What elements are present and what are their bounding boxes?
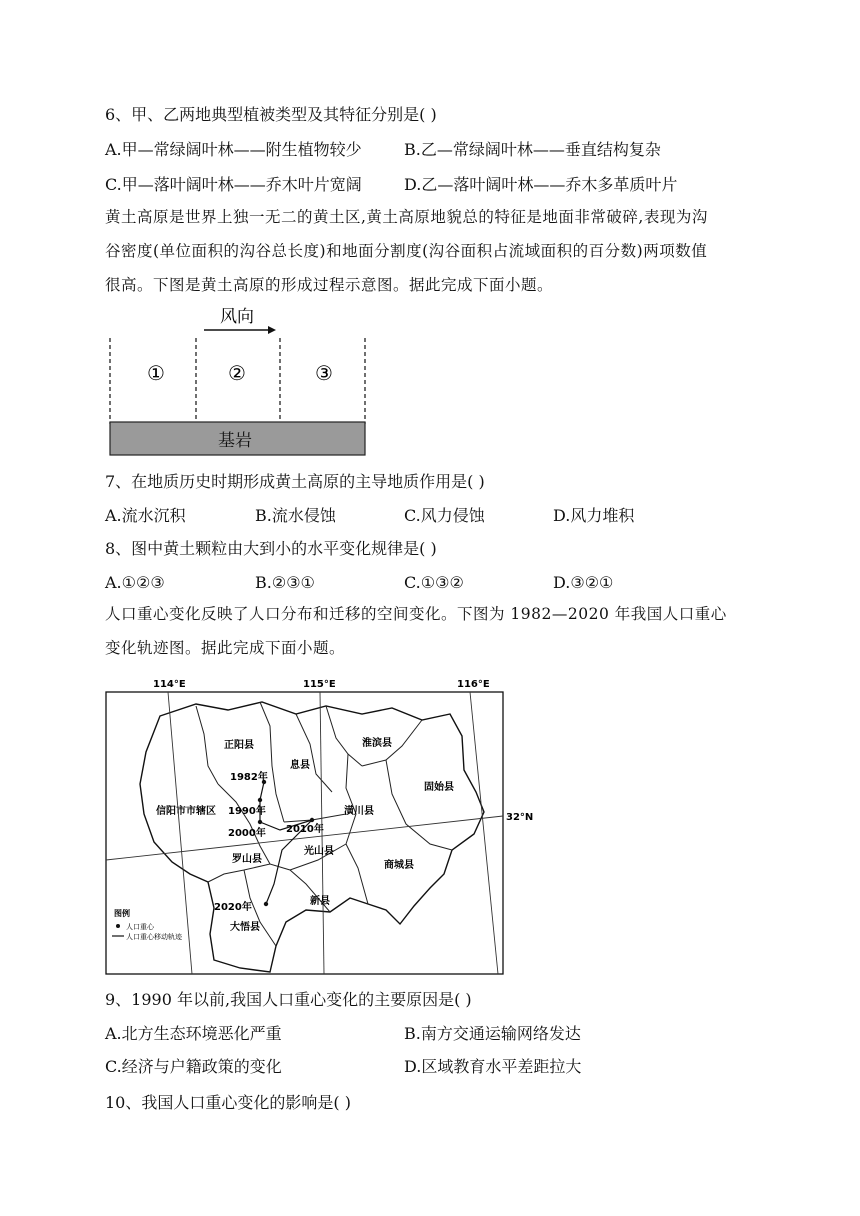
year-2020-label: 2020年 <box>214 902 252 913</box>
q8-option-b: B.②③① <box>255 573 315 592</box>
loess-intro-line-3: 很高。下图是黄土高原的形成过程示意图。据此完成下面小题。 <box>105 276 554 294</box>
county-gushi-label: 固始县 <box>424 782 454 793</box>
wind-arrow-head <box>268 326 276 334</box>
q10-stem: 10、我国人口重心变化的影响是( ) <box>105 1093 351 1112</box>
longitude-116-label: 116°E <box>457 679 490 690</box>
q7-option-c: C.风力侵蚀 <box>404 506 485 525</box>
population-center-map <box>100 674 540 980</box>
loess-formation-figure <box>100 300 380 460</box>
population-intro-line-1: 人口重心变化反映了人口分布和迁移的空间变化。下图为 1982—2020 年我国人口重心 <box>105 605 727 623</box>
q7-option-b: B.流水侵蚀 <box>255 506 336 525</box>
county-huaibin-label: 淮滨县 <box>362 738 392 749</box>
county-xixian-label: 息县 <box>290 760 310 771</box>
wind-direction-label: 风向 <box>220 307 254 327</box>
q9-option-d: D.区域教育水平差距拉大 <box>404 1057 582 1076</box>
county-xinxian-label: 新县 <box>310 896 330 907</box>
q8-stem: 8、图中黄土颗粒由大到小的水平变化规律是( ) <box>105 539 437 558</box>
year-2000-label: 2000年 <box>228 828 266 839</box>
q9-stem: 9、1990 年以前,我国人口重心变化的主要原因是( ) <box>105 990 472 1009</box>
loess-intro-line-1: 黄土高原是世界上独一无二的黄土区,黄土高原地貌总的特征是地面非常破碎,表现为沟 <box>105 208 708 226</box>
population-intro-line-2: 变化轨迹图。据此完成下面小题。 <box>105 639 346 657</box>
latitude-32-label: 32°N <box>506 812 534 823</box>
county-dawu-label: 大悟县 <box>230 922 260 933</box>
zone-3-label: ③ <box>315 361 333 385</box>
q7-option-a: A.流水沉积 <box>105 506 186 525</box>
q6-option-c: C.甲—落叶阔叶林——乔木叶片宽阔 <box>105 175 362 194</box>
legend-point-symbol <box>116 924 120 928</box>
q6-option-b: B.乙—常绿阔叶林——垂直结构复杂 <box>404 140 661 159</box>
legend-point-label: 人口重心 <box>126 923 154 931</box>
legend-track-label: 人口重心移动轨迹 <box>126 933 182 941</box>
q8-option-d: D.③②① <box>553 573 614 592</box>
year-1990-label: 1990年 <box>228 806 266 817</box>
q8-option-c: C.①③② <box>404 573 464 592</box>
q8-option-a: A.①②③ <box>105 573 165 592</box>
county-zhengyang-label: 正阳县 <box>224 740 254 751</box>
population-intro-paragraph <box>105 597 755 665</box>
q6-option-d: D.乙—落叶阔叶林——乔木多革质叶片 <box>404 175 678 194</box>
q7-stem: 7、在地质历史时期形成黄土高原的主导地质作用是( ) <box>105 472 485 491</box>
longitude-114-label: 114°E <box>153 679 186 690</box>
loess-intro-line-2: 谷密度(单位面积的沟谷总长度)和地面分割度(沟谷面积占流域面积的百分数)两项数值 <box>105 242 708 260</box>
year-1982-label: 1982年 <box>230 772 268 783</box>
county-shangcheng-label: 商城县 <box>384 860 414 871</box>
longitude-115-label: 115°E <box>303 679 336 690</box>
q7-option-d: D.风力堆积 <box>553 506 635 525</box>
county-guangshan-label: 光山县 <box>304 846 334 857</box>
zone-1-label: ① <box>147 361 165 385</box>
q9-option-b: B.南方交通运输网络发达 <box>404 1024 581 1043</box>
q9-option-c: C.经济与户籍政策的变化 <box>105 1057 282 1076</box>
legend-title: 图例 <box>114 909 130 918</box>
zone-2-label: ② <box>228 361 246 385</box>
q6-option-a: A.甲—常绿阔叶林——附生植物较少 <box>105 140 362 159</box>
year-2010-label: 2010年 <box>286 824 324 835</box>
county-luoshan-label: 罗山县 <box>232 854 262 865</box>
q6-stem: 6、甲、乙两地典型植被类型及其特征分别是( ) <box>105 105 437 124</box>
county-huangchuan-label: 潢川县 <box>344 806 374 817</box>
county-xinyang-label: 信阳市市辖区 <box>156 806 216 817</box>
bedrock-label: 基岩 <box>218 431 252 451</box>
q9-option-a: A.北方生态环境恶化严重 <box>105 1024 282 1043</box>
loess-intro-paragraph <box>105 200 755 302</box>
